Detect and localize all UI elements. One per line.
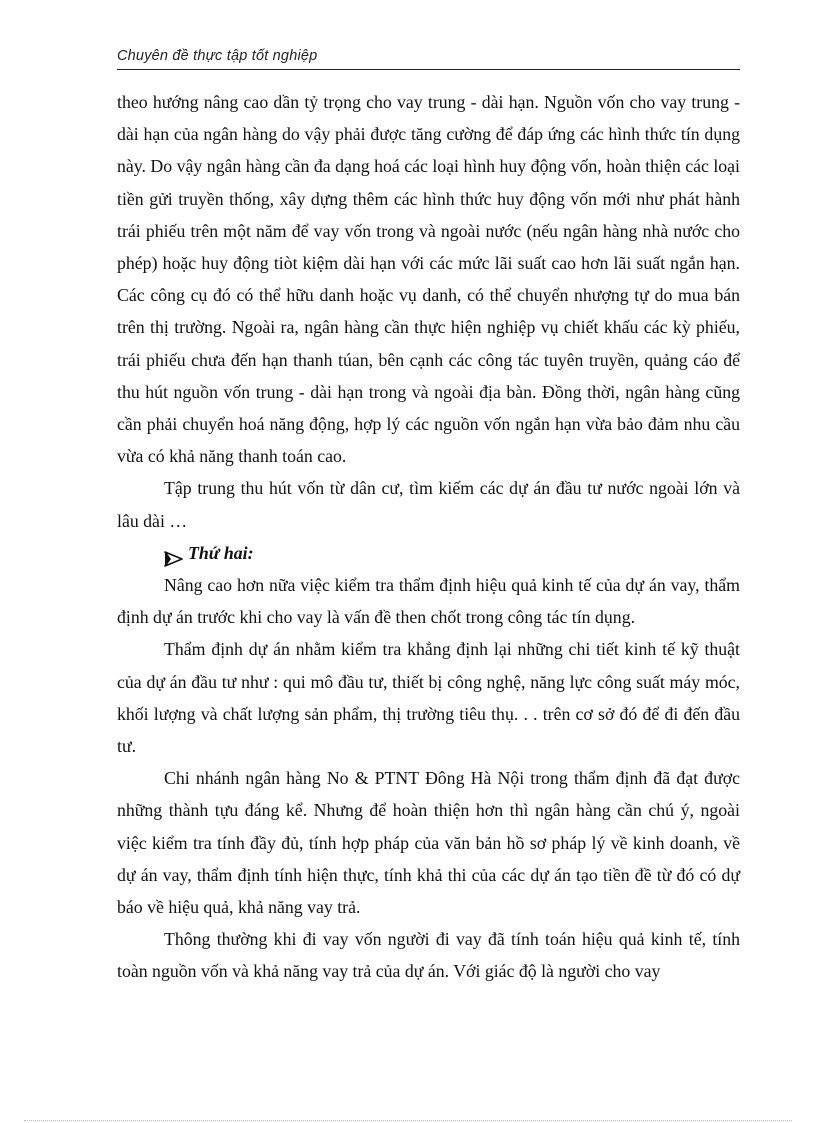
header-title: Chuyên đề thực tập tốt nghiệp [117, 48, 318, 64]
paragraph-continuation: theo hướng nâng cao dần tỷ trọng cho vay trung - dài hạn. Nguồn vốn cho vay trung - dài hạn của ngân hàng do vậy phải được tăng cường để đáp ứng các hình thức tín dụng này. Do vậy ngân hàng cần đa dạng hoá các loại hình huy động vốn, hoàn thiện các loại tiền gửi truyền thống, xây dựng thêm các hình thức huy động vốn mới như phát hành trái phiếu trên một năm để vay vốn trong và ngoài nước (nếu ngân hàng nhà nước cho phép) hoặc huy động tiòt kiệm dài hạn với các mức lãi suất cao hơn lãi suất ngắn hạn. Các công cụ đó có thể hữu danh hoặc vụ danh, có thể chuyển nhượng tự do mua bán trên thị trường. Ngoài ra, ngân hàng cần thực hiện nghiệp vụ chiết khấu các kỳ phiếu, trái phiếu chưa đến hạn thanh túan, bên cạnh các công tác tuyên truyền, quảng cáo để thu hút nguồn vốn trung - dài hạn trong và ngoài địa bàn. Đồng thời, ngân hàng cũng cần phải chuyển hoá năng động, hợp lý các nguồn vốn ngắn hạn vừa bảo đảm nhu cầu vừa có khả năng thanh toán cao. [117, 92, 740, 467]
document-body [117, 86, 740, 988]
paragraph: Nâng cao hơn nữa việc kiểm tra thẩm định hiệu quả kinh tế của dự án vay, thẩm định dự án trước khi cho vay là vấn đề then chốt trong công tác tín dụng. [117, 575, 740, 628]
page-header [117, 46, 740, 70]
paragraph: Thẩm định dự án nhằm kiểm tra khẳng định lại những chi tiết kinh tế kỹ thuật của dự án đầu tư như : qui mô đầu tư, thiết bị công nghệ, năng lực công suất máy móc, khối lượng và chất lượng sản phẩm, thị trường tiêu thụ. . . trên cơ sở đó để đi đến đầu tư. [117, 639, 740, 757]
section-heading [117, 537, 740, 569]
paragraph: Thông thường khi đi vay vốn người đi vay đã tính toán hiệu quả kinh tế, tính toàn nguồn vốn và khả năng vay trả của dự án. Với giác độ là người cho vay [117, 929, 740, 982]
paragraph: Chi nhánh ngân hàng No & PTNT Đông Hà Nội trong thẩm định đã đạt được những thành tựu đáng kể. Nhưng để hoàn thiện hơn thì ngân hàng cần chú ý, ngoài việc kiểm tra tính đầy đủ, tính hợp pháp của văn bản hồ sơ pháp lý về kinh doanh, về dự án vay, thẩm định tính hiện thực, tính khả thi của các dự án tạo tiền đề từ đó có dự báo về hiệu quả, khả năng vay trả. [117, 768, 740, 918]
arrowhead-bullet-icon [164, 545, 184, 561]
section-heading-text: Thứ hai: [188, 542, 254, 563]
footer-dotted-rule [24, 1120, 792, 1121]
paragraph: Tập trung thu hút vốn từ dân cư, tìm kiếm các dự án đầu tư nước ngoài lớn và lâu dài … [117, 478, 740, 531]
